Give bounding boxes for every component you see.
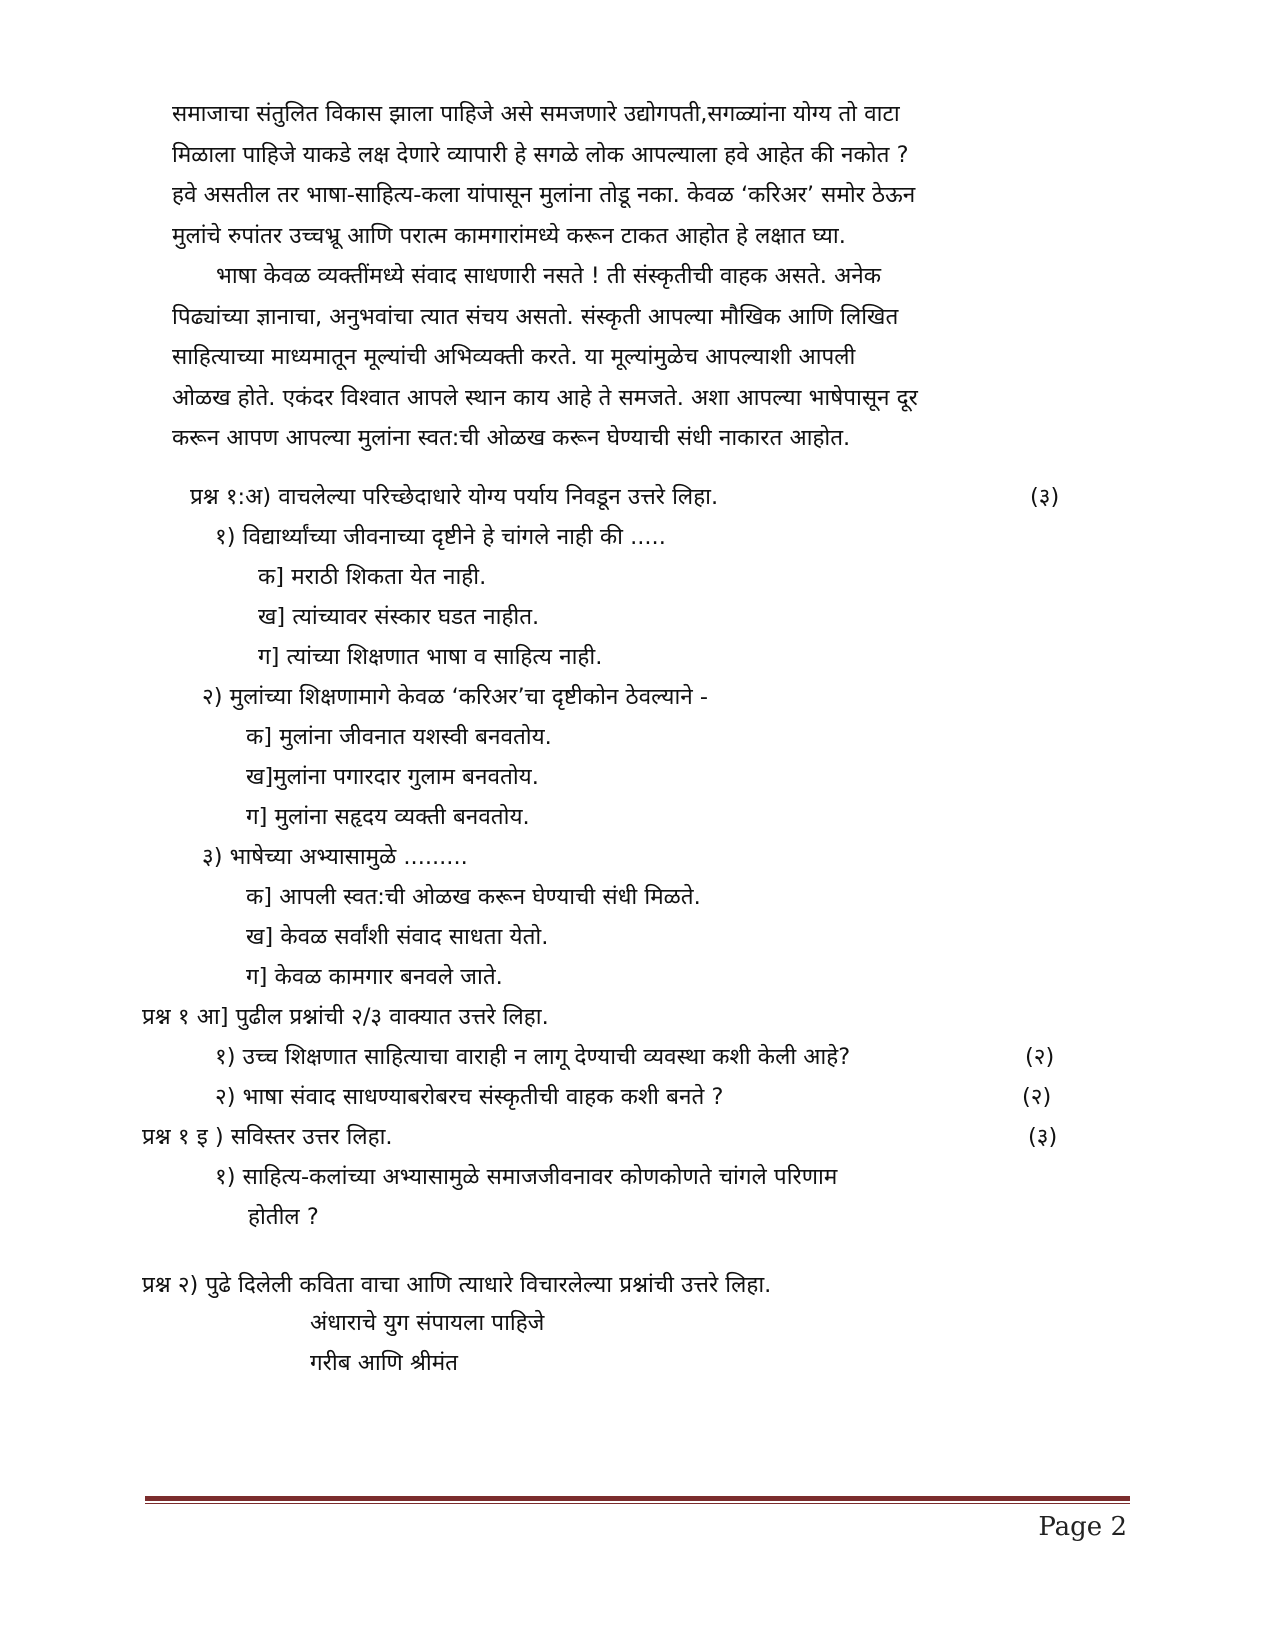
q1a-item-3-option-a: क] आपली स्वत:ची ओळख करून घेण्याची संधी मिळते.	[246, 884, 701, 910]
q1a-item-1-stem: १) विद्यार्थ्यांच्या जीवनाच्या दृष्टीने हे चांगले नाही की .....	[215, 524, 666, 550]
poem-line-1: अंधाराचे युग संपायला पाहिजे	[310, 1310, 545, 1336]
footer-rule-thin	[145, 1503, 1130, 1504]
passage-line: साहित्याच्या माध्यमातून मूल्यांची अभिव्यक्ती करते. या मूल्यांमुळेच आपल्याशी आपली	[172, 344, 856, 370]
q1aa-item-1: १) उच्च शिक्षणात साहित्याचा वाराही न लागू देण्याची व्यवस्था कशी केली आहे?	[215, 1044, 851, 1070]
q1a-item-1-option-a: क] मराठी शिकता येत नाही.	[258, 564, 487, 590]
q1aa-heading: प्रश्न १ आ] पुढील प्रश्नांची २/३ वाक्यात उत्तरे लिहा.	[142, 1004, 549, 1030]
q1a-item-3-option-b: ख] केवळ सर्वांशी संवाद साधता येतो.	[246, 924, 549, 950]
q1aa-item-1-marks: (२)	[1025, 1044, 1055, 1070]
passage-line: मिळाला पाहिजे याकडे लक्ष देणारे व्यापारी हे सगळे लोक आपल्याला हवे आहेत की नकोत ?	[172, 141, 909, 168]
q1a-item-1-option-b: ख] त्यांच्यावर संस्कार घडत नाहीत.	[258, 604, 540, 630]
passage-line: करून आपण आपल्या मुलांना स्वत:ची ओळख करून घेण्याची संधी नाकारत आहोत.	[172, 425, 851, 451]
passage-paragraph-2	[172, 256, 1132, 459]
q1a-item-1-option-c: ग] त्यांच्या शिक्षणात भाषा व साहित्य नाही.	[258, 644, 603, 670]
passage-line: समाजाचा संतुलित विकास झाला पाहिजे असे समजणारे उद्योगपती,सगळ्यांना योग्य तो वाटा	[172, 101, 900, 127]
q1a-item-3-stem: ३) भाषेच्या अभ्यासामुळे .........	[202, 844, 468, 870]
passage-line: हवे असतील तर भाषा-साहित्य-कला यांपासून मुलांना तोडू नका. केवळ ‘करिअर’ समोर ठेऊन	[172, 182, 916, 208]
q1aa-item-2: २) भाषा संवाद साधण्याबरोबरच संस्कृतीची वाहक कशी बनते ?	[215, 1084, 724, 1110]
q1a-item-3-option-c: ग] केवळ कामगार बनवले जाते.	[246, 964, 503, 990]
q1a-item-2-option-b: ख]मुलांना पगारदार गुलाम बनवतोय.	[246, 764, 539, 790]
passage-line: भाषा केवळ व्यक्तींमध्ये संवाद साधणारी नसते ! ती संस्कृतीची वाहक असते. अनेक	[216, 263, 882, 289]
passage-line: पिढ्यांच्या ज्ञानाचा, अनुभवांचा त्यात संचय असतो. संस्कृती आपल्या मौखिक आणि लिखित	[172, 303, 899, 330]
passage-line: ओळख होते. एकंदर विश्वात आपले स्थान काय आहे ते समजते. अशा आपल्या भाषेपासून दूर	[172, 384, 918, 411]
q1a-heading: प्रश्न १:अ) वाचलेल्या परिच्छेदाधारे योग्य पर्याय निवडून उत्तरे लिहा.	[190, 484, 719, 510]
poem-line-2: गरीब आणि श्रीमंत	[310, 1350, 458, 1376]
q1i-item-line-1: १) साहित्य-कलांच्या अभ्यासामुळे समाजजीवनावर कोणकोणते चांगले परिणाम	[215, 1164, 838, 1190]
q2-heading: प्रश्न २) पुढे दिलेली कविता वाचा आणि त्याधारे विचारलेल्या प्रश्नांची उत्तरे लिहा.	[142, 1272, 772, 1298]
q1i-marks: (३)	[1028, 1124, 1058, 1150]
q1a-marks: (३)	[1030, 484, 1060, 510]
footer-rule-thick	[145, 1496, 1130, 1501]
passage-line: मुलांचे रुपांतर उच्चभ्रू आणि परात्म कामगारांमध्ये करून टाकत आहोत हे लक्षात घ्या.	[172, 222, 846, 249]
q1i-item-line-2: होतील ?	[248, 1204, 319, 1230]
q1i-heading: प्रश्न १ इ ) सविस्तर उत्तर लिहा.	[142, 1124, 393, 1150]
q1a-item-2-stem: २) मुलांच्या शिक्षणामागे केवळ ‘करिअर’चा दृष्टीकोन ठेवल्याने -	[202, 684, 709, 710]
q1a-item-2-option-a: क] मुलांना जीवनात यशस्वी बनवतोय.	[246, 724, 552, 750]
page-number: Page 2	[1038, 1512, 1127, 1542]
q1a-item-2-option-c: ग] मुलांना सहृदय व्यक्ती बनवतोय.	[246, 804, 530, 830]
passage-paragraph-1	[172, 94, 1132, 256]
q1aa-item-2-marks: (२)	[1022, 1084, 1052, 1110]
